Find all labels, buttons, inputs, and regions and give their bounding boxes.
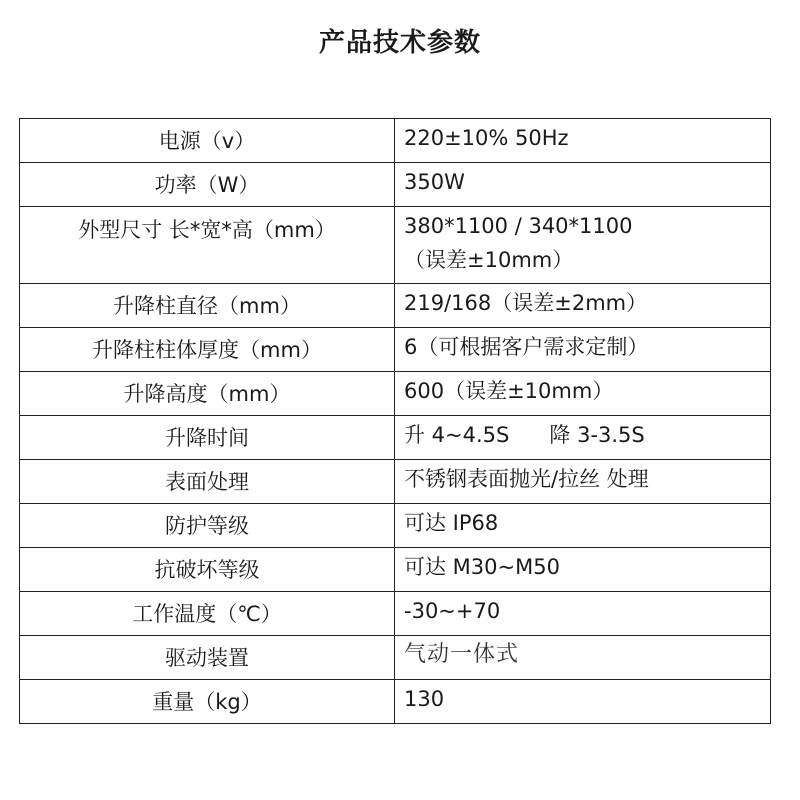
row-value (395, 680, 771, 724)
value-line: 350W (404, 170, 465, 194)
row-label: 升降柱柱体厚度（mm） (20, 328, 395, 372)
row-value (395, 416, 771, 460)
table-row (20, 504, 771, 548)
table-row (20, 460, 771, 504)
row-label: 工作温度（℃） (20, 592, 395, 636)
value-line: 600（误差±10mm） (404, 379, 614, 403)
table-row (20, 548, 771, 592)
value-line: 气动一体式 (404, 642, 520, 667)
row-value (395, 504, 771, 548)
row-value (395, 548, 771, 592)
table-row (20, 284, 771, 328)
value-line: 可达 M30~M50 (404, 555, 560, 579)
row-value (395, 636, 771, 680)
table-row (20, 636, 771, 680)
spec-table (19, 118, 771, 724)
row-label: 重量（kg） (20, 680, 395, 724)
row-label: 功率（W） (20, 163, 395, 207)
table-row (20, 163, 771, 207)
row-label: 升降时间 (20, 416, 395, 460)
row-label: 防护等级 (20, 504, 395, 548)
value-line: 升 4~4.5S 降 3-3.5S (404, 423, 645, 447)
row-value (395, 460, 771, 504)
row-label: 升降高度（mm） (20, 372, 395, 416)
value-line: -30~+70 (404, 599, 501, 623)
table-row (20, 119, 771, 163)
value-line: 可达 IP68 (404, 511, 499, 535)
table-row (20, 372, 771, 416)
row-value (395, 119, 771, 163)
table-row (20, 207, 771, 284)
table-row (20, 592, 771, 636)
table-row (20, 416, 771, 460)
value-line: 不锈钢表面抛光/拉丝 处理 (404, 467, 649, 491)
row-label: 外型尺寸 长*宽*高（mm） (20, 207, 395, 284)
value-line: 380*1100 / 340*1100 (404, 214, 633, 238)
row-label: 驱动装置 (20, 636, 395, 680)
table-row (20, 328, 771, 372)
table-row (20, 680, 771, 724)
row-value (395, 592, 771, 636)
row-value (395, 163, 771, 207)
row-label: 升降柱直径（mm） (20, 284, 395, 328)
row-value (395, 284, 771, 328)
value-line: （误差±10mm） (404, 248, 574, 272)
page-title: 产品技术参数 (318, 28, 481, 58)
row-label: 电源（v） (20, 119, 395, 163)
value-line: 6（可根据客户需求定制） (404, 335, 649, 359)
row-value (395, 372, 771, 416)
value-line: 220±10% 50Hz (404, 126, 569, 150)
row-value (395, 207, 771, 284)
row-value (395, 328, 771, 372)
value-line: 219/168（误差±2mm） (404, 291, 648, 315)
row-label: 表面处理 (20, 460, 395, 504)
value-line: 130 (404, 687, 445, 711)
row-label: 抗破坏等级 (20, 548, 395, 592)
